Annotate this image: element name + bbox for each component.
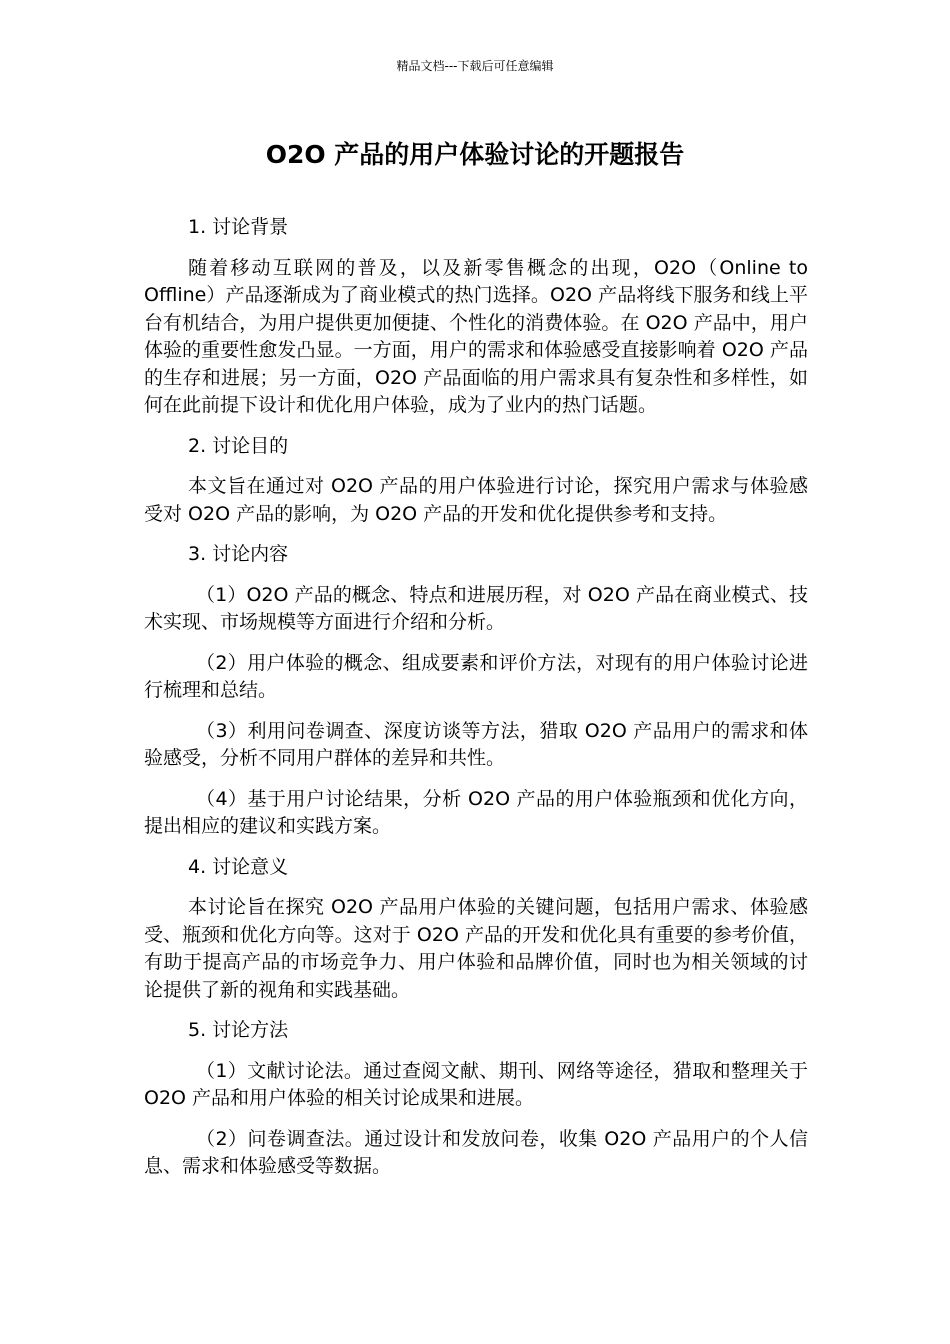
section-heading-significance: 4. 讨论意义 [188, 855, 289, 878]
content-item-4: （4）基于用户讨论结果，分析 O2O 产品的用户体验瓶颈和优化方向，提出相应的建议和实践方案。 [144, 787, 808, 837]
section-heading-methods: 5. 讨论方法 [188, 1019, 289, 1041]
page-header: 精品文档---下载后可任意编辑 [396, 59, 554, 73]
method-item-2: （2）问卷调查法。通过设计和发放问卷，收集 O2O 产品用户的个人信息、需求和体验感受等数据。 [144, 1127, 808, 1177]
method-item-1: （1）文献讨论法。通过查阅文献、期刊、网络等途径，猎取和整理关于 O2O 产品和用户体验的相关讨论成果和进展。 [144, 1059, 808, 1109]
content-item-1: （1）O2O 产品的概念、特点和进展历程，对 O2O 产品在商业模式、技术实现、市场规模等方面进行介绍和分析。 [144, 583, 808, 633]
content-item-3: （3）利用问卷调查、深度访谈等方法，猎取 O2O 产品用户的需求和体验感受，分析不同用户群体的差异和共性。 [144, 719, 808, 769]
section-heading-background: 1. 讨论背景 [188, 216, 289, 238]
section-heading-content: 3. 讨论内容 [188, 543, 289, 565]
paragraph-significance: 本讨论旨在探究 O2O 产品用户体验的关键问题，包括用户需求、体验感受、瓶颈和优化方向等。这对于 O2O 产品的开发和优化具有重要的参考价值，有助于提高产品的市场竞争力、用户体验和品牌价值，同时也为相关领域的讨论提供了新的视角和实践基础。 [144, 896, 808, 1001]
document-body [144, 214, 808, 1194]
document-title: O2O 产品的用户体验讨论的开题报告 [265, 140, 685, 169]
paragraph-purpose: 本文旨在通过对 O2O 产品的用户体验进行讨论，探究用户需求与体验感受对 O2O 产品的影响，为 O2O 产品的开发和优化提供参考和支持。 [144, 475, 808, 525]
content-item-2: （2）用户体验的概念、组成要素和评价方法，对现有的用户体验讨论进行梳理和总结。 [144, 651, 808, 701]
section-heading-purpose: 2. 讨论目的 [188, 434, 289, 457]
paragraph-background: 随着移动互联网的普及，以及新零售概念的出现，O2O（Online to Offline）产品逐渐成为了商业模式的热门选择。O2O 产品将线下服务和线上平台有机结合，为用户提供更加便捷、个性化的消费体验。在 O2O 产品中，用户体验的重要性愈发凸显。一方面，用户的需求和体验感受直接影响着 O2O 产品的生存和进展；另一方面，O2O 产品面临的用户需求具有复杂性和多样性，如何在此前提下设计和优化用户体验，成为了业内的热门话题。 [144, 256, 808, 416]
